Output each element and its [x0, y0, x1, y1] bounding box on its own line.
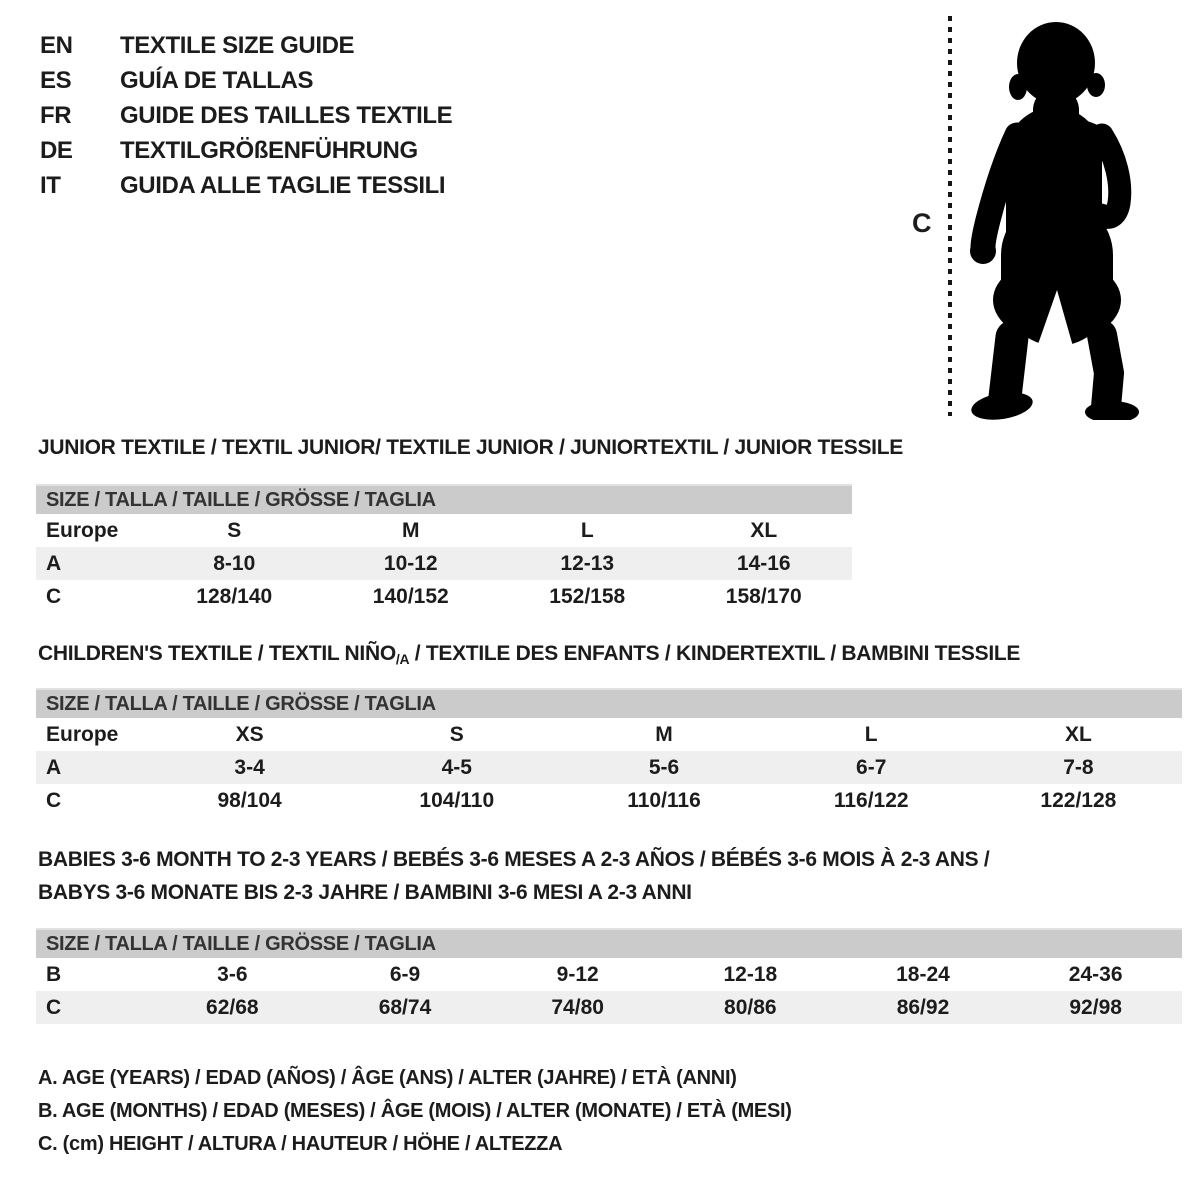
table-cell: 128/140: [196, 584, 273, 608]
table-cell: 158/170: [725, 584, 802, 608]
lang-code: EN: [40, 32, 73, 59]
lang-code: ES: [40, 67, 72, 94]
table-cell: 92/98: [1069, 995, 1122, 1019]
table-row-height: [36, 991, 1182, 1024]
table-cell: 62/68: [206, 995, 259, 1019]
table-cell: 122/128: [1040, 788, 1117, 812]
table-cell: L: [864, 722, 878, 746]
title-part: / TEXTILE DES ENFANTS / KINDERTEXTIL / BAMBINI TESSILE: [409, 642, 1021, 665]
size-bar: SIZE / TALLA / TAILLE / GRÖSSE / TAGLIA: [36, 928, 1182, 958]
table-cell: 98/104: [217, 788, 282, 812]
table-row-height: [36, 580, 852, 613]
table-cell: 116/122: [833, 788, 909, 812]
height-measure-dashed-line: [948, 16, 952, 416]
table-cell: 14-16: [736, 551, 791, 575]
legend-line-a: A. AGE (YEARS) / EDAD (AÑOS) / ÂGE (ANS) / ALTER (JAHRE) / ETÀ (ANNI): [38, 1067, 737, 1089]
table-row-europe: [36, 718, 1182, 751]
table-cell: 152/158: [549, 584, 626, 608]
section-title-junior: JUNIOR TEXTILE / TEXTIL JUNIOR/ TEXTILE JUNIOR / JUNIORTEXTIL / JUNIOR TESSILE: [38, 436, 903, 459]
table-cell: 12-18: [723, 962, 778, 986]
table-cell: 104/110: [419, 788, 495, 812]
title-part-sub: /A: [395, 651, 410, 667]
title-text: TEXTILE SIZE GUIDE: [120, 32, 355, 59]
table-cell: 140/152: [372, 584, 449, 608]
section-title-children: [38, 642, 1020, 667]
section-title-babies-line1: BABIES 3-6 MONTH TO 2-3 YEARS / BEBÉS 3-6 MESES A 2-3 AÑOS / BÉBÉS 3-6 MOIS À 2-3 ANS /: [38, 848, 990, 871]
row-label: Europe: [46, 722, 119, 746]
lang-code: DE: [40, 137, 73, 164]
table-cell: 3-6: [217, 962, 248, 986]
table-cell: L: [580, 518, 594, 542]
table-cell: XL: [1064, 722, 1092, 746]
table-cell: 4-5: [441, 755, 472, 779]
height-measure-label: C: [912, 208, 932, 238]
legend-line-c: C. (cm) HEIGHT / ALTURA / HAUTEUR / HÖHE / ALTEZZA: [38, 1133, 563, 1155]
table-cell: 68/74: [378, 995, 432, 1019]
table-row-europe: [36, 514, 852, 547]
section-title-babies-line2: BABYS 3-6 MONATE BIS 2-3 JAHRE / BAMBINI 3-6 MESI A 2-3 ANNI: [38, 881, 692, 904]
babies-size-table: [36, 928, 1182, 1024]
table-cell: 3-4: [234, 755, 265, 779]
children-size-table: [36, 688, 1182, 817]
table-row-age: [36, 751, 1182, 784]
table-cell: 12-13: [560, 551, 615, 575]
table-cell: 18-24: [896, 962, 950, 986]
row-label: C: [46, 584, 62, 608]
table-cell: 8-10: [213, 551, 256, 575]
table-cell: XL: [750, 518, 778, 542]
junior-size-table: [36, 484, 852, 613]
table-cell: 7-8: [1063, 755, 1094, 779]
row-label: A: [46, 755, 62, 779]
table-cell: 9-12: [556, 962, 599, 986]
table-cell: 6-7: [856, 755, 887, 779]
lang-code: IT: [40, 172, 61, 199]
height-figure: [0, 0, 1200, 440]
toddler-silhouette-icon: [962, 15, 1147, 420]
title-text: GUIDE DES TAILLES TEXTILE: [120, 102, 453, 129]
table-cell: 86/92: [896, 995, 950, 1019]
table-cell: S: [227, 518, 242, 542]
table-cell: 5-6: [648, 755, 680, 779]
row-label: C: [46, 995, 62, 1019]
table-cell: S: [449, 722, 464, 746]
table-cell: 74/80: [551, 995, 604, 1019]
row-label: Europe: [46, 518, 119, 542]
lang-code: FR: [40, 102, 72, 129]
legend-line-b: B. AGE (MONTHS) / EDAD (MESES) / ÂGE (MOIS) / ALTER (MONATE) / ETÀ (MESI): [38, 1100, 792, 1122]
table-cell: XS: [235, 722, 264, 746]
table-cell: 24-36: [1068, 962, 1123, 986]
table-cell: M: [655, 722, 673, 746]
title-text: GUIDA ALLE TAGLIE TESSILI: [120, 172, 446, 199]
table-cell: M: [402, 518, 420, 542]
title-text: GUÍA DE TALLAS: [120, 67, 314, 94]
row-label: B: [46, 962, 62, 986]
size-bar: SIZE / TALLA / TAILLE / GRÖSSE / TAGLIA: [36, 484, 852, 514]
table-cell: 80/86: [724, 995, 777, 1019]
title-text: TEXTILGRÖßENFÜHRUNG: [120, 137, 418, 164]
row-label: A: [46, 551, 62, 575]
title-part: CHILDREN'S TEXTILE / TEXTIL NIÑO: [38, 642, 396, 665]
table-cell: 110/116: [627, 788, 701, 812]
row-label: C: [46, 788, 62, 812]
table-row-height: [36, 784, 1182, 817]
table-cell: 6-9: [389, 962, 421, 986]
table-row-age: [36, 547, 852, 580]
size-bar: SIZE / TALLA / TAILLE / GRÖSSE / TAGLIA: [36, 688, 1182, 718]
table-cell: 10-12: [383, 551, 438, 575]
legend-block: [38, 1062, 792, 1161]
table-row-months: [36, 958, 1182, 991]
